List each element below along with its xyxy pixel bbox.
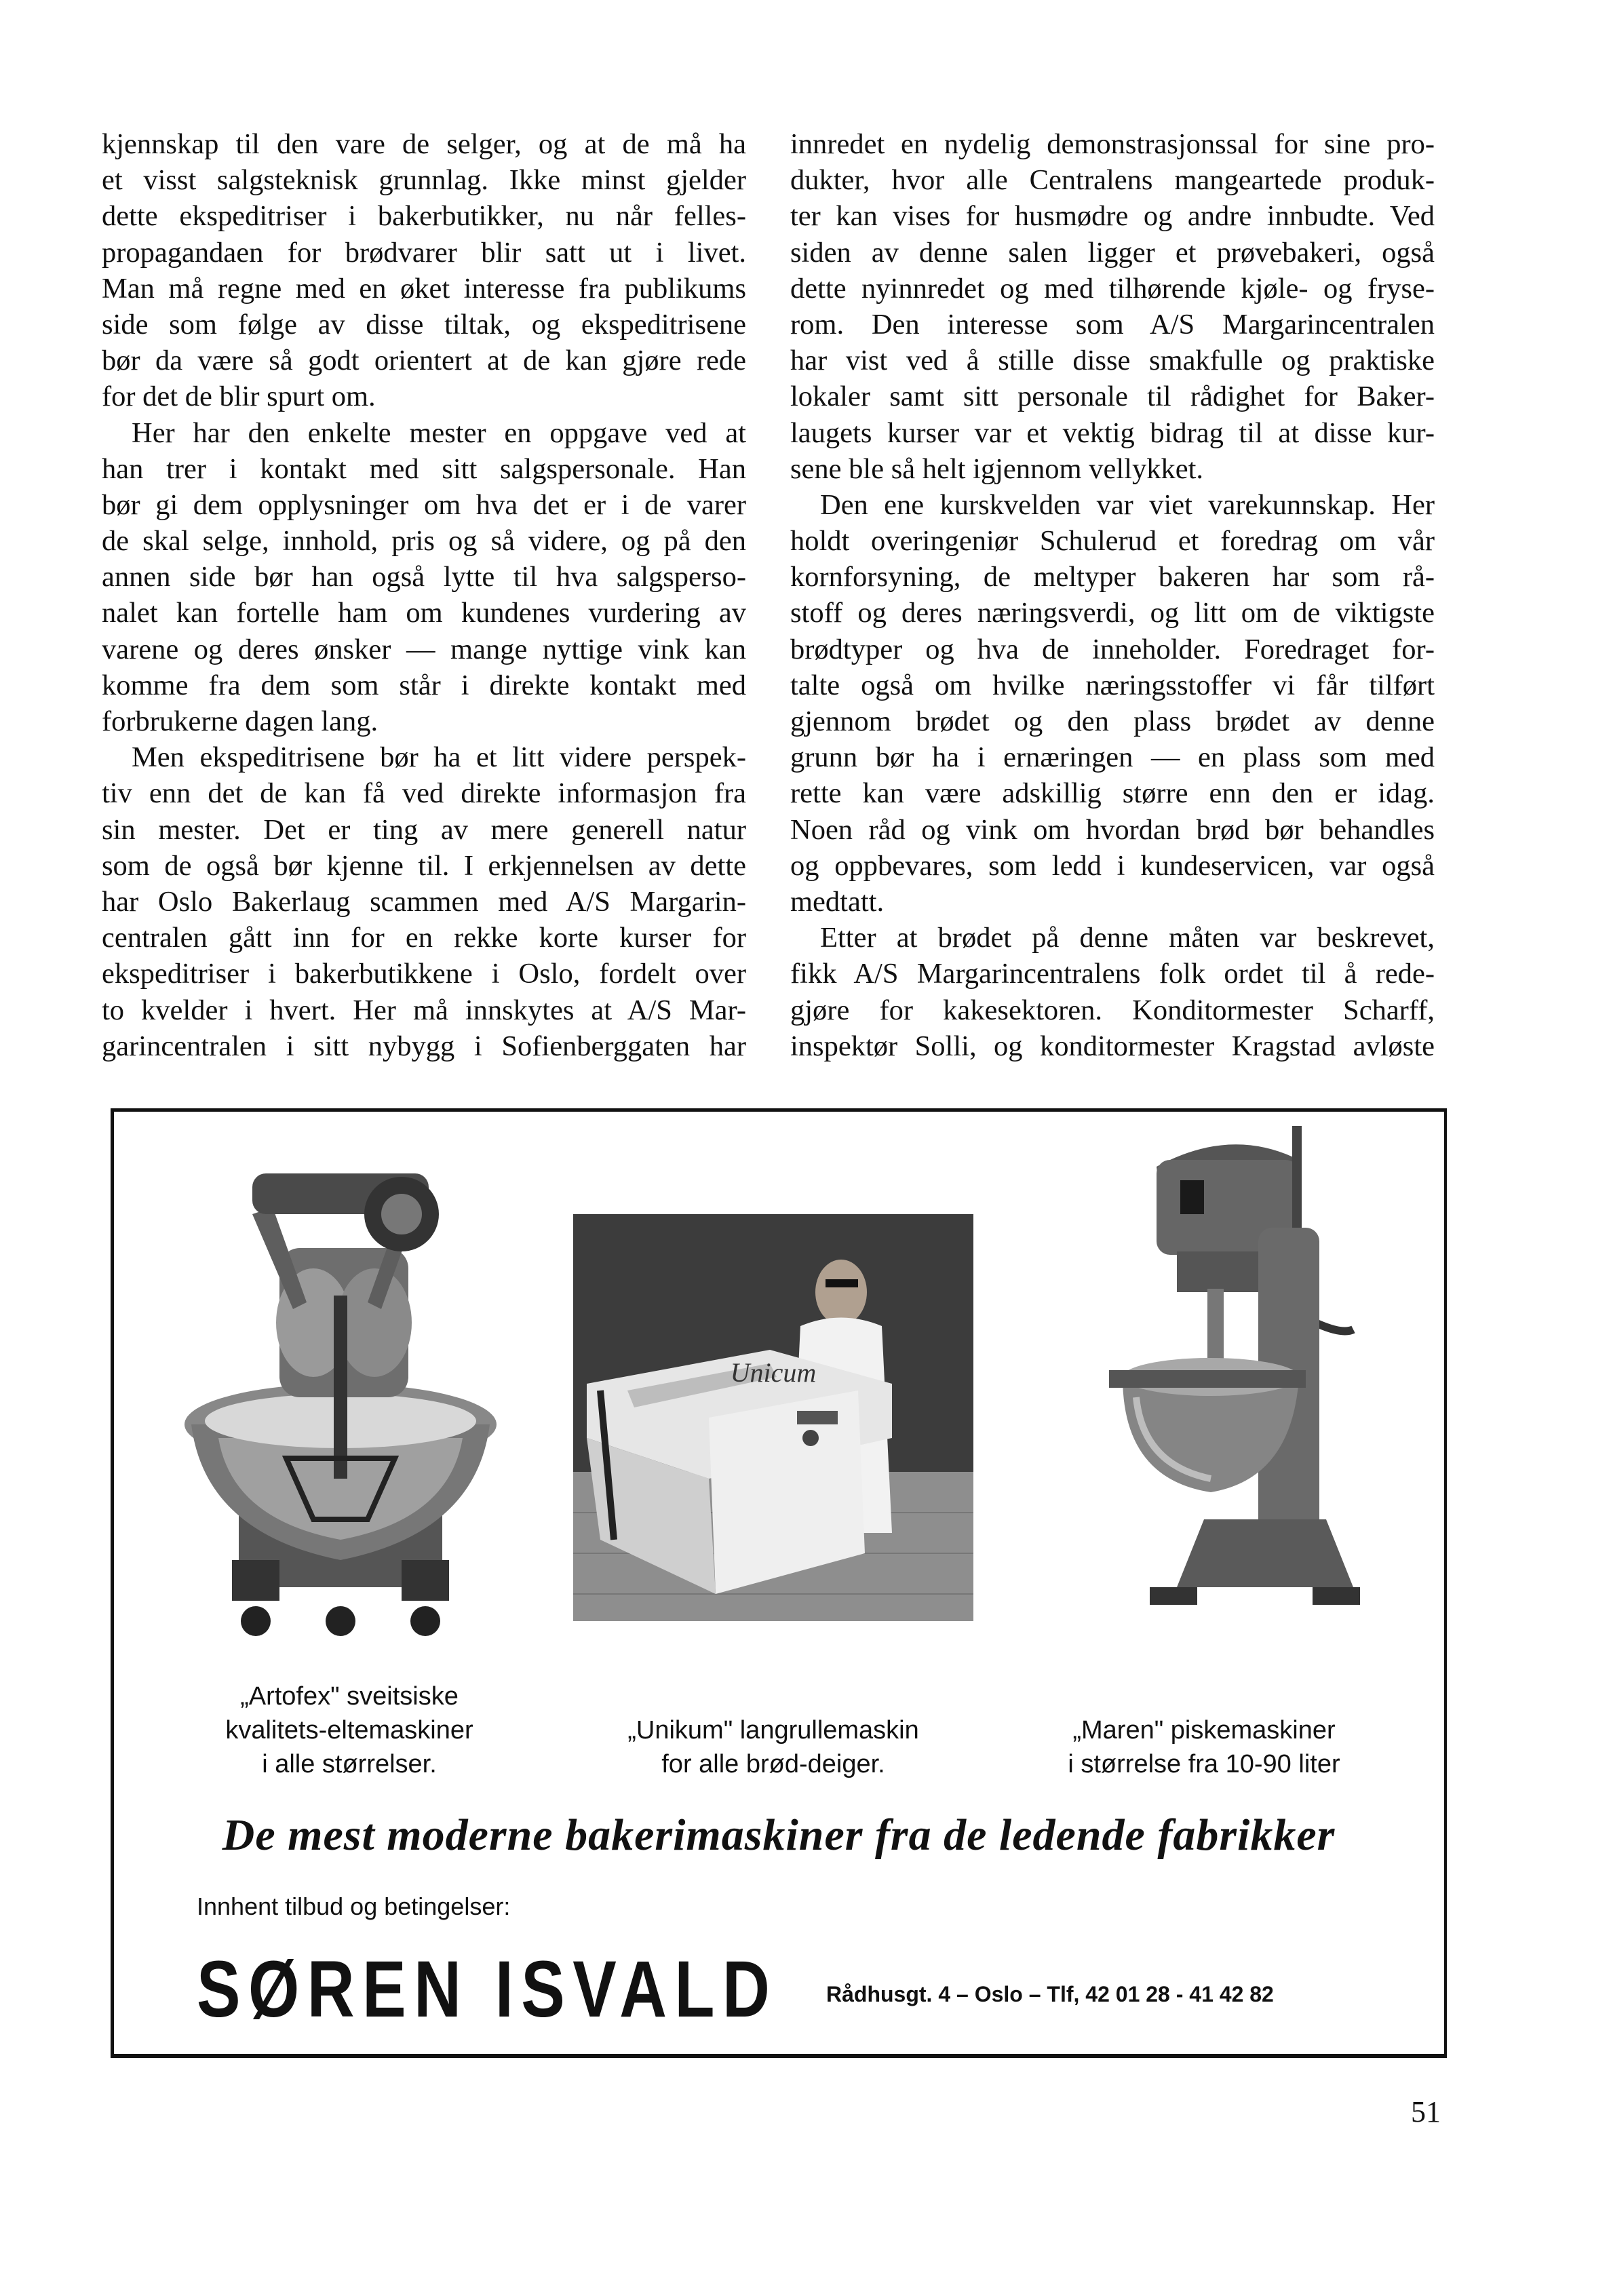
artofex-caption: „Artofex" sveitsiske kvalitets-eltemaskiner i alle størrelser. bbox=[225, 1682, 473, 1778]
text-line: gjøre for kakesektoren. Konditormester Scharff, bbox=[790, 994, 1435, 1026]
text-line: siden av denne salen ligger et prøvebakeri, også bbox=[790, 236, 1435, 269]
text-line: holdt overingeniør Schulerud et foredrag om vår bbox=[790, 525, 1435, 558]
advertisement-slogan: De mest moderne bakerimaskiner fra de ledende fabrikker bbox=[222, 1810, 1336, 1860]
text-line: som de også bør kjenne til. I erkjennelsen av dette bbox=[102, 849, 746, 882]
text-line: de skal selge, innhold, pris og så videre, og på den bbox=[102, 525, 746, 558]
unikum-machine-photo bbox=[573, 1214, 973, 1621]
text-line: Etter at brødet på denne måten var beskrevet, bbox=[820, 922, 1435, 954]
text-line: komme fra dem som står i direkte kontakt med bbox=[102, 669, 746, 701]
company-name: SØREN ISVALD bbox=[197, 1945, 778, 2034]
text-line: Noen råd og vink om hvordan brød bør behandles bbox=[790, 813, 1435, 846]
text-line: rom. Den interesse som A/S Margarincentralen bbox=[790, 308, 1435, 340]
text-line: varene og deres ønsker — mange nyttige vink kan bbox=[102, 633, 746, 665]
text-line: Den ene kurskvelden var viet varekunnskap. Her bbox=[820, 488, 1435, 521]
maren-caption: „Maren" piskemaskiner i størrelse fra 10-90 liter bbox=[1068, 1716, 1340, 1778]
text-line: forbrukerne dagen lang. bbox=[102, 705, 379, 737]
text-line: propagandaen for brødvarer blir satt ut i livet. bbox=[102, 236, 746, 269]
text-line: kjennskap til den vare de selger, og at de må ha bbox=[102, 128, 746, 160]
text-line: grunn bør ha i ernæringen — en plass som med bbox=[790, 741, 1435, 774]
text-line: tiv enn det de kan få ved direkte informasjon fra bbox=[102, 777, 746, 810]
text-line: medtatt. bbox=[790, 885, 885, 918]
text-line: brødtyper og hva de inneholder. Foredraget for- bbox=[790, 633, 1435, 665]
text-line: har Oslo Bakerlaug scammen med A/S Margarin- bbox=[102, 885, 746, 918]
text-line: dukter, hvor alle Centralens mangeartede produk- bbox=[790, 164, 1435, 197]
text-line: centralen gått inn for en rekke korte kurser for bbox=[102, 922, 746, 954]
text-line: bør da være så godt orientert at de kan gjøre rede bbox=[102, 345, 746, 377]
text-line: gjennom brødet og den plass brødet av denne bbox=[790, 705, 1435, 737]
text-line: laugets kurser var et vektig bidrag til at disse kur- bbox=[790, 416, 1435, 449]
text-line: Men ekspeditrisene bør ha et litt videre perspek- bbox=[132, 741, 746, 774]
text-line: talte også om hvilke næringsstoffer vi får tilført bbox=[790, 669, 1435, 701]
text-line: dette nyinnredet og med tilhørende kjøle- og fryse- bbox=[790, 272, 1435, 305]
text-line: to kvelder i hvert. Her må innskytes at A/S Mar- bbox=[102, 994, 746, 1026]
text-line: nalet kan fortelle ham om kundenes vurdering av bbox=[102, 597, 746, 629]
artofex-machine-photo bbox=[178, 1153, 503, 1641]
text-line: innredet en nydelig demonstrasjonssal for sine pro- bbox=[790, 128, 1435, 160]
text-line: Her har den enkelte mester en oppgave ved at bbox=[132, 416, 746, 449]
text-line: dette ekspeditriser i bakerbutikker, nu når felles- bbox=[102, 200, 746, 233]
text-line: og oppbevares, som ledd i kundeservicen, var også bbox=[790, 849, 1435, 882]
text-line: sin mester. Det er ting av mere generell natur bbox=[102, 813, 746, 846]
request-offer-text: Innhent tilbud og betingelser: bbox=[197, 1892, 511, 1920]
text-line: Man må regne med en øket interesse fra publikums bbox=[102, 272, 746, 305]
text-line: han trer i kontakt med sitt salgspersonale. Han bbox=[102, 452, 746, 485]
text-line: stoff og deres næringsverdi, og litt om de viktigste bbox=[790, 597, 1435, 629]
text-line: garincentralen i sitt nybygg i Sofienberggaten har bbox=[102, 1030, 746, 1062]
text-line: bør gi dem opplysninger om hva det er i de varer bbox=[102, 488, 746, 521]
advertisement-frame-bottom bbox=[111, 2054, 1447, 2058]
article-left-column bbox=[102, 126, 746, 1064]
text-line: for det de blir spurt om. bbox=[102, 381, 376, 413]
company-address: Rådhusgt. 4 – Oslo – Tlf, 42 01 28 - 41 42 82 bbox=[826, 1982, 1274, 2006]
text-line: ekspeditriser i bakerbutikkene i Oslo, fordelt over bbox=[102, 958, 746, 990]
unikum-logo: Unicum bbox=[730, 1357, 817, 1388]
article-right-column bbox=[790, 126, 1435, 1064]
text-line: lokaler samt sitt personale til rådighet for Baker- bbox=[790, 381, 1435, 413]
text-line: inspektør Solli, og konditormester Kragstad avløste bbox=[790, 1030, 1435, 1062]
text-line: fikk A/S Margarincentralens folk ordet til å rede- bbox=[790, 958, 1435, 990]
text-line: side som følge av disse tiltak, og ekspeditrisene bbox=[102, 308, 746, 340]
text-line: annen side bør han også lytte til hva salgsperso- bbox=[102, 561, 746, 594]
maren-machine-photo bbox=[1068, 1112, 1387, 1628]
unikum-caption: „Unikum" langrullemaskin for alle brød-deiger. bbox=[627, 1716, 919, 1778]
text-line: rette kan være adskillig større enn den er idag. bbox=[790, 777, 1435, 810]
text-line: kornforsyning, de meltyper bakeren har som rå- bbox=[790, 561, 1435, 594]
text-line: et visst salgsteknisk grunnlag. Ikke minst gjelder bbox=[102, 164, 746, 197]
page-number: 51 bbox=[1411, 2095, 1441, 2128]
text-line: sene ble så helt igjennom vellykket. bbox=[790, 452, 1204, 485]
text-line: har vist ved å stille disse smakfulle og praktiske bbox=[790, 345, 1435, 377]
text-line: ter kan vises for husmødre og andre innbudte. Ved bbox=[790, 200, 1435, 233]
